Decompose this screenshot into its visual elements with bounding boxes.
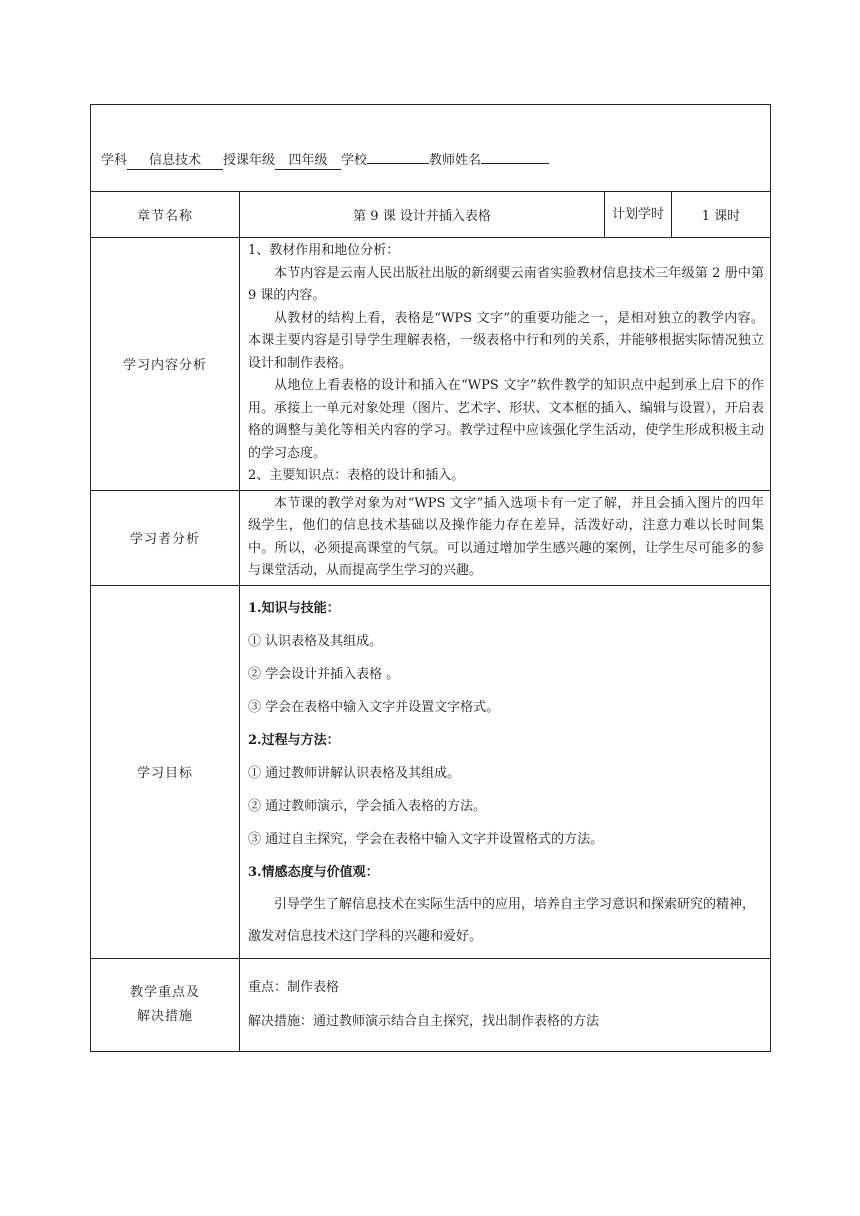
subject-value: 信息技术 — [127, 153, 223, 170]
lesson-plan-page — [90, 104, 770, 1052]
planned-hours-label: 计划学时 — [605, 192, 672, 238]
key-points-text — [240, 958, 771, 1051]
learner-analysis-row — [91, 490, 771, 585]
objective-heading-attitude: 3.情感态度与价值观： — [248, 864, 379, 880]
chapter-label: 章节名称 — [91, 192, 240, 238]
grade-label: 授课年级 — [223, 153, 276, 168]
key-focus: 重点：制作表格 — [248, 979, 340, 995]
content-line-4: 从地位上看表格的设计和插入在“WPS 文字”软件教学的知识点中起到承上启下的作用。承接上一单元对象处理（图片、艺术字、形状、文本框的插入、编辑与设置），开启表格的调整与美化等相关内容的学习。教学过程中应该强化学生活动，使学生形成积极主动的学习态度。 — [248, 378, 764, 461]
teacher-value — [481, 163, 549, 164]
header-row — [91, 105, 771, 192]
content-line-2: 本节内容是云南人民出版社出版的新纲要云南省实验教材信息技术三年级第 2 册中第 9 课的内容。 — [248, 265, 764, 303]
objective-item: ① 通过教师讲解认识表格及其组成。 — [248, 765, 461, 781]
objective-attitude-text: 引导学生了解信息技术在实际生活中的应用，培养自主学习意识和探索研究的精神，激发对信息技术这门学科的兴趣和爱好。 — [248, 896, 756, 944]
planned-hours-value: 1 课时 — [672, 192, 771, 238]
objective-item: ③ 学会在表格中输入文字并设置文字格式。 — [248, 699, 500, 715]
objective-heading-process: 2.过程与方法： — [248, 732, 340, 748]
key-measure: 解决措施：通过教师演示结合自主探究，找出制作表格的方法 — [248, 1013, 600, 1029]
objective-heading-knowledge: 1.知识与技能： — [248, 600, 340, 616]
objectives-text — [240, 585, 771, 958]
key-points-label-line2: 解决措施 — [136, 1008, 193, 1024]
content-line-3: 从教材的结构上看，表格是“WPS 文字”的重要功能之一，是相对独立的教学内容。本课主要内容是引导学生理解表格，一级表格中行和列的关系，并能够根据实际情况独立设计和制作表格。 — [248, 310, 764, 371]
chapter-value: 第 9 课 设计并插入表格 — [240, 192, 605, 238]
content-line-5: 2、主要知识点：表格的设计和插入。 — [248, 468, 465, 483]
objective-item: ② 学会设计并插入表格 。 — [248, 666, 400, 682]
learner-analysis-label: 学习者分析 — [91, 490, 240, 585]
header-fields — [101, 149, 780, 170]
key-points-label-line1: 教学重点及 — [129, 984, 200, 1000]
learner-analysis-text: 本节课的教学对象为对“WPS 文字”插入选项卡有一定了解，并且会插入图片的四年级学生，他们的信息技术基础以及操作能力存在差异，活泼好动，注意力难以长时间集中。所以，必须提高课堂的气氛。可以通过增加学生感兴趣的案例，让学生尽可能多的参与课堂活动，从而提高学生学习的兴趣。 — [240, 490, 771, 585]
header-cell — [91, 105, 771, 192]
objectives-row — [91, 585, 771, 958]
teacher-label: 教师姓名 — [429, 153, 482, 168]
lesson-plan-table — [90, 104, 771, 1052]
grade-value: 四年级 — [275, 153, 341, 170]
objective-item: ① 认识表格及其组成。 — [248, 633, 383, 649]
content-line-1: 1、教材作用和地位分析： — [248, 243, 400, 258]
content-analysis-label: 学习内容分析 — [91, 238, 240, 491]
subject-label: 学科 — [101, 153, 128, 168]
content-analysis-row — [91, 238, 771, 491]
content-analysis-text — [240, 238, 771, 491]
school-label: 学校 — [341, 153, 368, 168]
objective-item: ② 通过教师演示，学会插入表格的方法。 — [248, 798, 487, 814]
key-points-row — [91, 958, 771, 1051]
school-value — [367, 163, 429, 164]
chapter-row — [91, 192, 771, 238]
objective-item: ③ 通过自主探究，学会在表格中输入文字并设置格式的方法。 — [248, 831, 604, 847]
key-points-label — [91, 958, 240, 1051]
objectives-label: 学习目标 — [91, 585, 240, 958]
